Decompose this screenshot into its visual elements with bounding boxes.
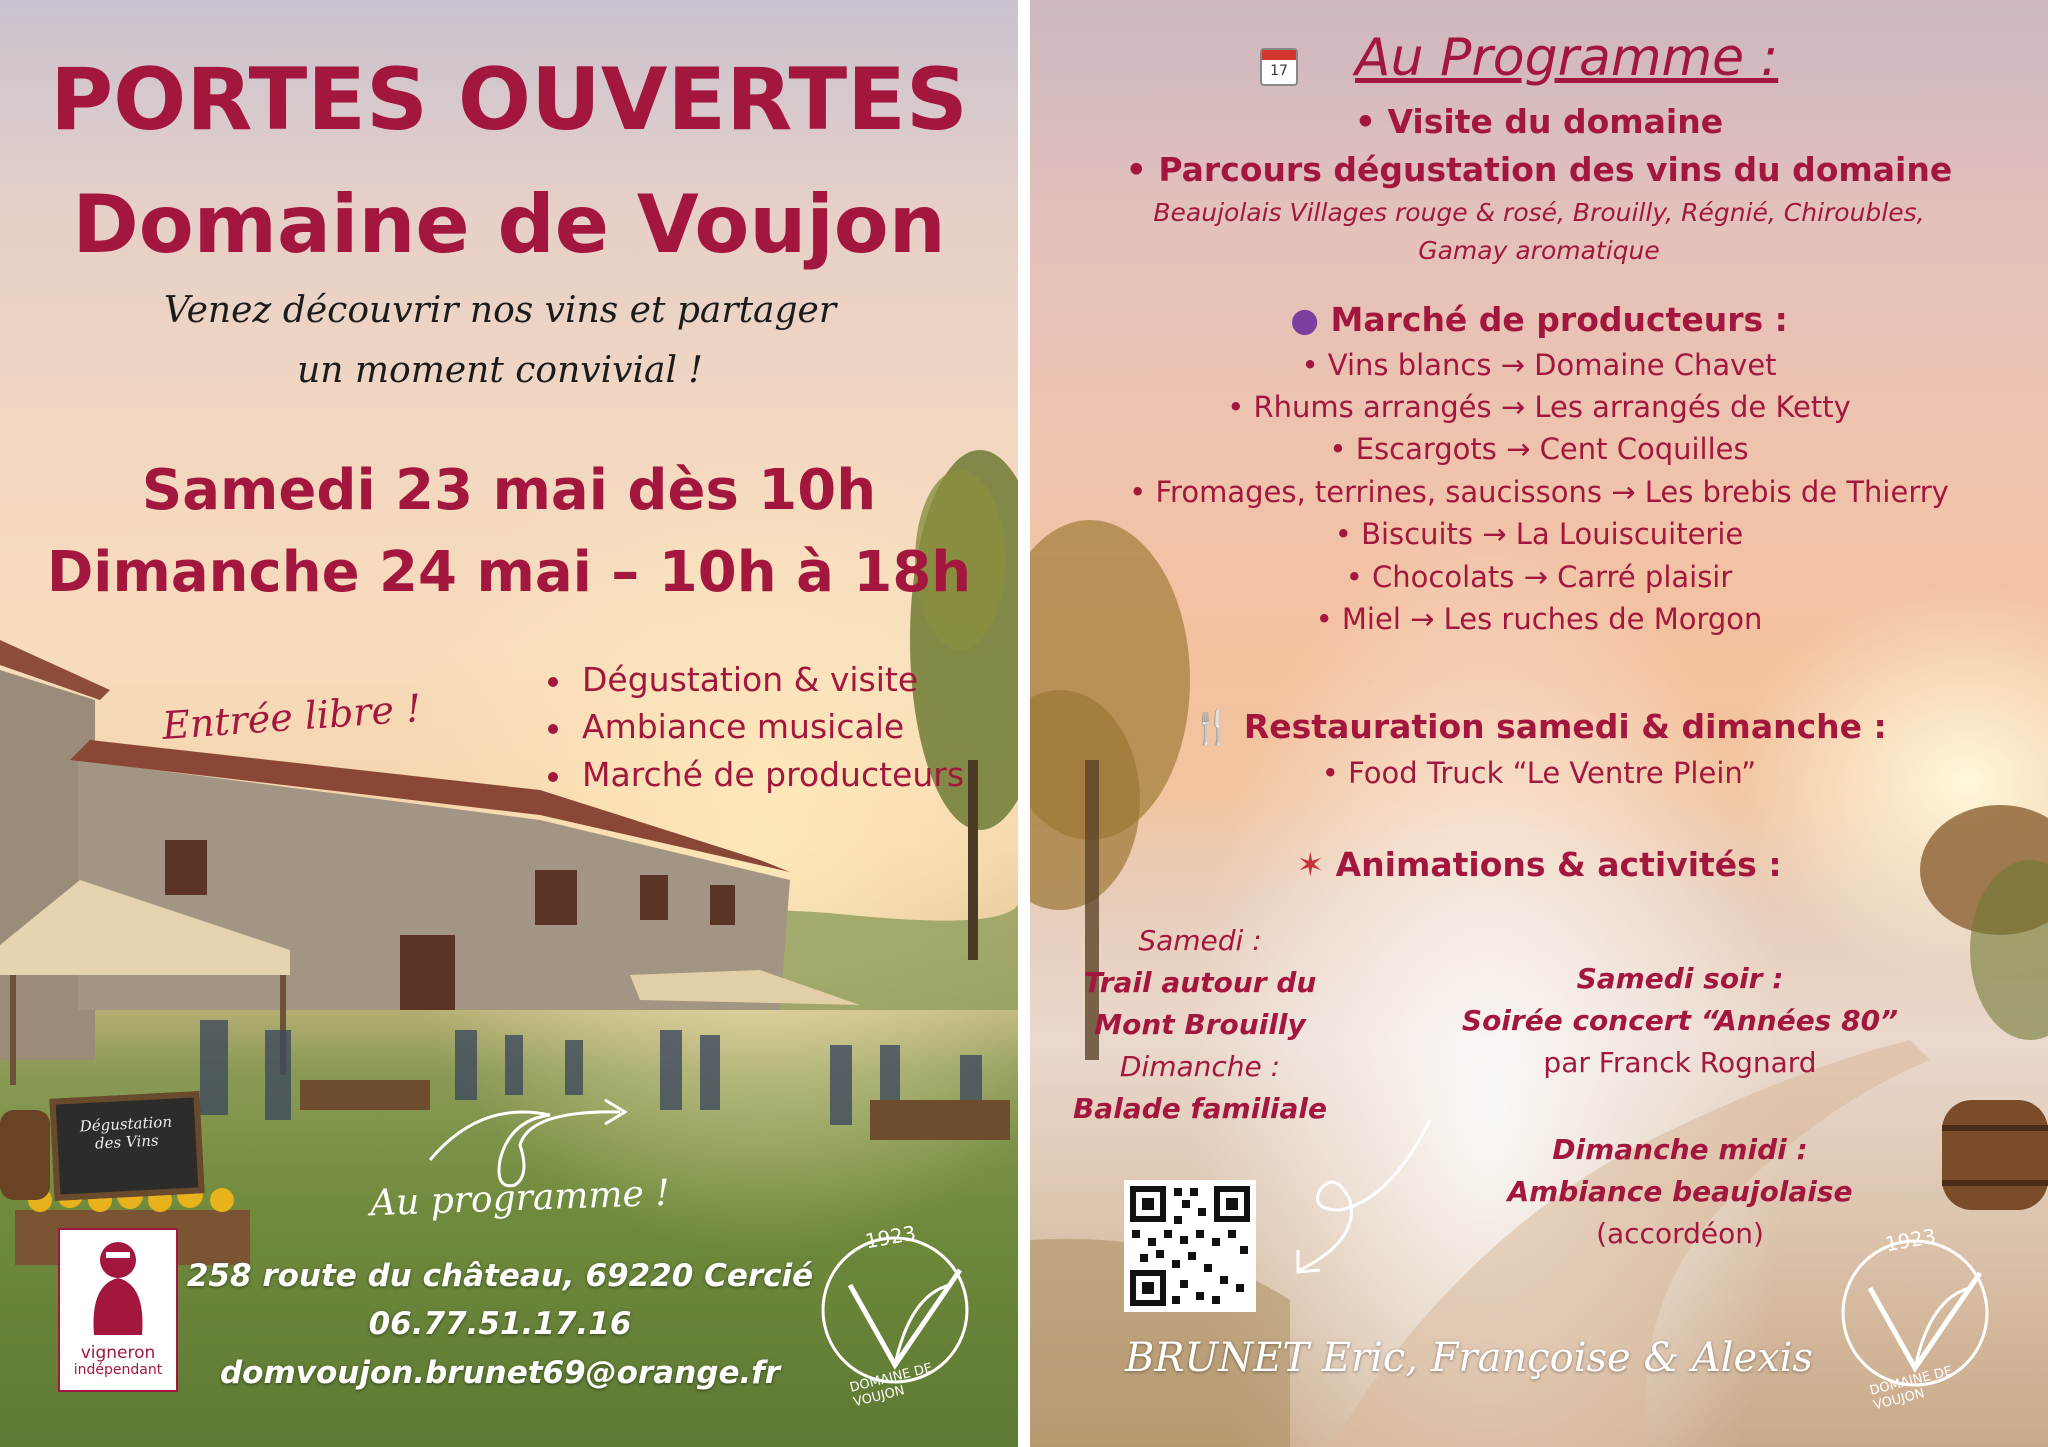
phone-number: 06.77.51.17.16 [368,1306,632,1342]
dimanche-midi-label: Dimanche midi : [1552,1133,1808,1166]
food-truck-item: • Food Truck “Le Ventre Plein” [1321,756,1757,790]
address: 258 route du château, 69220 Cercié [186,1258,814,1294]
poster-divider [1018,0,1030,1447]
market-item: • Biscuits → La Louiscuiterie [1334,517,1744,551]
market-title: Marché de producteurs : [1330,300,1788,339]
highlight-text: Dégustation & visite [582,660,919,699]
au-programme-script: Au programme ! [369,1172,671,1225]
market-item: • Miel → Les ruches de Morgon [1315,602,1763,636]
restauration-title: Restauration samedi & dimanche : [1243,707,1887,746]
bullet-icon [548,677,558,687]
samedi-soir-by: par Franck Rognard [1543,1046,1817,1079]
badge-line1: vigneron [80,1343,156,1363]
samedi-activity-line1: Trail autour du [1083,966,1317,999]
wines-list-line2: Gamay aromatique [1418,236,1660,265]
fork-knife-icon: 🍴 [1191,707,1233,746]
chalkboard-line1: Dégustation [79,1112,173,1136]
email-address: domvoujon.brunet69@orange.fr [219,1355,781,1391]
dimanche-midi-activity: Ambiance beaujolaise [1507,1175,1853,1208]
domaine-logo [1830,1223,2000,1414]
samedi-soir-activity: Soirée concert “Années 80” [1461,1004,1899,1037]
samedi-soir-label: Samedi soir : [1576,962,1784,995]
market-item: • Fromages, terrines, saucissons → Les brebis de Thierry [1129,475,1949,509]
animations-title: Animations & activités : [1335,845,1782,884]
market-item: • Rhums arrangés → Les arrangés de Ketty [1227,390,1851,424]
restauration-heading [1030,707,2048,747]
grapes-icon: ● [1290,300,1319,339]
market-item: • Chocolats → Carré plaisir [1345,560,1733,594]
poster-domain-name: Domaine de Voujon [72,178,946,271]
logo-name: DOMAINE DE VOUJON [1868,1363,1954,1414]
right-poster [1030,0,2048,1447]
poster-title: PORTES OUVERTES [50,50,968,150]
programme-item: • Visite du domaine [1354,102,1724,141]
domaine-logo [810,1220,980,1411]
left-poster [0,0,1018,1447]
samedi-activity-line2: Mont Brouilly [1094,1008,1306,1041]
highlight-text: Marché de producteurs [582,755,965,794]
qr-code[interactable] [1124,1180,1256,1312]
programme-item: • Parcours dégustation des vins du domaine [1125,150,1953,189]
market-heading [1030,300,2048,339]
dimanche-activity: Balade familiale [1072,1092,1328,1125]
wines-list-line1: Beaujolais Villages rouge & rosé, Brouilly, Régnié, Chiroubles, [1153,198,1925,227]
market-item: • Vins blancs → Domaine Chavet [1301,348,1777,382]
calendar-icon [1260,48,1298,86]
samedi-label: Samedi : [1138,924,1262,957]
market-item: • Escargots → Cent Coquilles [1329,432,1749,466]
swirl-arrow-icon [1270,1110,1450,1290]
calendar-day: 17 [1270,63,1288,79]
logo-year: 1923 [863,1220,918,1254]
dimanche-label: Dimanche : [1119,1050,1281,1083]
date-saturday: Samedi 23 mai dès 10h [141,458,877,523]
dimanche-midi-note: (accordéon) [1596,1217,1764,1250]
free-entry-label: Entrée libre ! [160,686,423,748]
tagline-line2: un moment convivial ! [297,350,703,391]
programme-title: Au Programme : [1355,28,1779,88]
date-sunday: Dimanche 24 mai – 10h à 18h [46,540,972,605]
signature: BRUNET Eric, Françoise & Alexis [1125,1335,1813,1381]
highlight-item [548,660,918,699]
animations-heading [1030,845,2048,884]
logo-year: 1923 [1883,1223,1938,1257]
bullet-icon [548,724,558,734]
logo-name: DOMAINE DE VOUJON [848,1360,934,1411]
chalkboard-sign [49,1091,204,1201]
bullet-icon [548,772,558,782]
party-popper-icon: ✶ [1296,845,1325,884]
highlight-item [548,707,904,746]
vigneron-badge [58,1228,178,1392]
badge-line2: indépendant [73,1362,163,1378]
highlight-text: Ambiance musicale [582,707,905,746]
tagline-line1: Venez découvrir nos vins et partager [163,290,837,331]
calendar-icon-header [1262,50,1296,60]
chalkboard-line2: des Vins [94,1131,160,1153]
winemaker-figure-icon [60,1230,176,1340]
highlight-item [548,755,964,794]
